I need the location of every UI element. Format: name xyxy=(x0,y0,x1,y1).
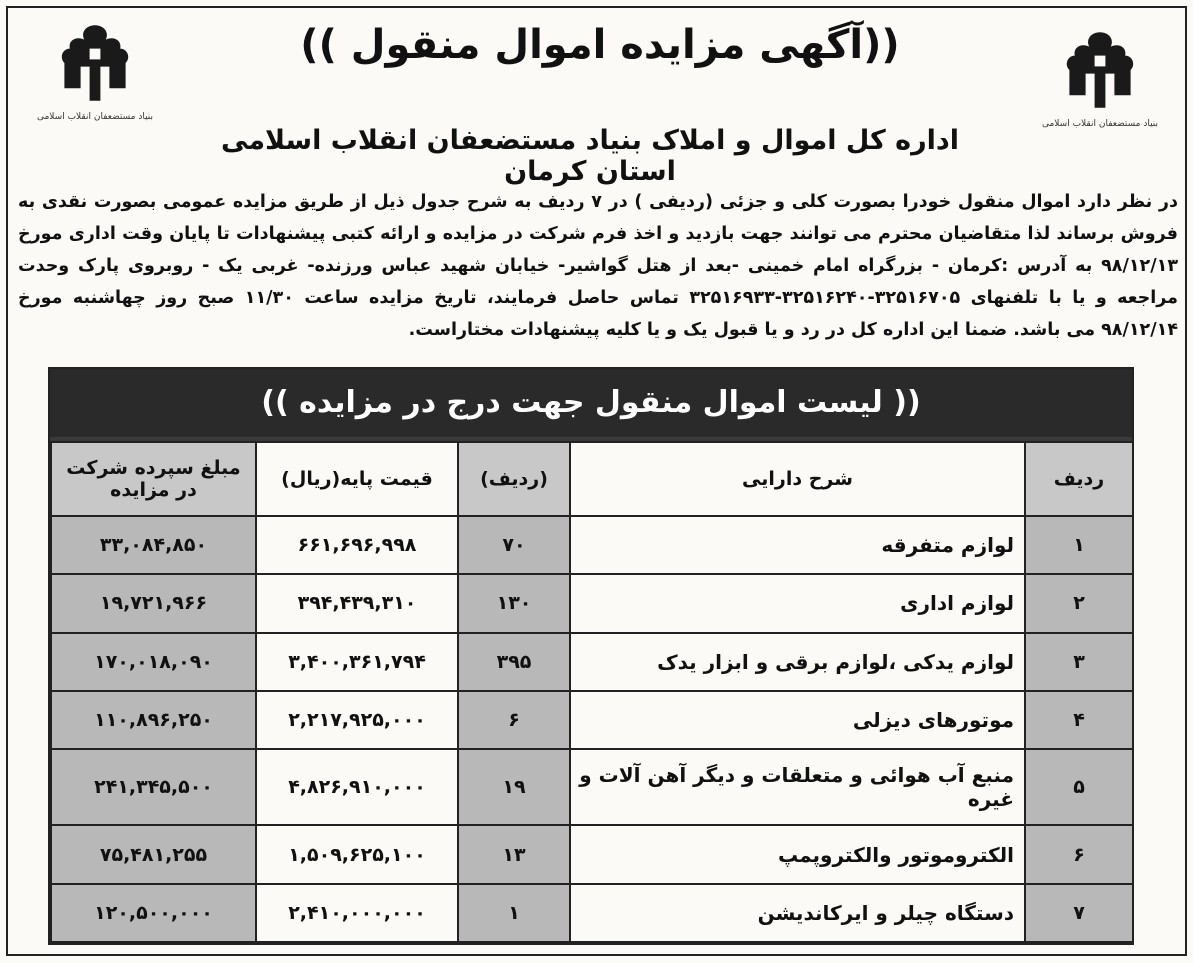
foundation-logo-right xyxy=(1040,25,1160,145)
cell-count: ۱۹ xyxy=(458,749,570,825)
assets-table-title: (( لیست اموال منقول جهت درج در مزایده )) xyxy=(50,369,1132,437)
cell-description: لوازم متفرقه xyxy=(570,516,1025,574)
table-row xyxy=(51,884,1133,942)
cell-deposit: ۱۹,۷۲۱,۹۶۶ xyxy=(51,574,256,632)
logo-caption: بنیاد مستضعفان انقلاب اسلامی xyxy=(36,112,154,122)
cell-base-price: ۲,۴۱۰,۰۰۰,۰۰۰ xyxy=(256,884,458,942)
cell-row-number: ۳ xyxy=(1025,633,1133,691)
cell-description: لوازم یدکی ،لوازم برقی و ابزار یدک xyxy=(570,633,1025,691)
column-header-count: (ردیف) xyxy=(458,442,570,516)
cell-count: ۷۰ xyxy=(458,516,570,574)
table-row xyxy=(51,633,1133,691)
cell-deposit: ۳۳,۰۸۴,۸۵۰ xyxy=(51,516,256,574)
cell-count: ۱۳ xyxy=(458,825,570,883)
cell-base-price: ۲,۲۱۷,۹۲۵,۰۰۰ xyxy=(256,691,458,749)
table-row xyxy=(51,749,1133,825)
cell-deposit: ۷۵,۴۸۱,۲۵۵ xyxy=(51,825,256,883)
cell-count: ۶ xyxy=(458,691,570,749)
column-header-description: شرح دارایی xyxy=(570,442,1025,516)
cell-count: ۱۳۰ xyxy=(458,574,570,632)
cell-description: لوازم اداری xyxy=(570,574,1025,632)
organization-name: اداره کل اموال و املاک بنیاد مستضعفان انقلاب اسلامی استان کرمان xyxy=(221,125,959,187)
cell-row-number: ۵ xyxy=(1025,749,1133,825)
table-row xyxy=(51,574,1133,632)
cell-deposit: ۱۱۰,۸۹۶,۲۵۰ xyxy=(51,691,256,749)
cell-row-number: ۷ xyxy=(1025,884,1133,942)
assets-grid xyxy=(50,441,1134,943)
foundation-logo-left xyxy=(35,18,155,138)
cell-deposit: ۲۴۱,۳۴۵,۵۰۰ xyxy=(51,749,256,825)
foundation-emblem-icon xyxy=(1055,25,1145,115)
cell-row-number: ۲ xyxy=(1025,574,1133,632)
foundation-emblem-icon xyxy=(50,18,140,108)
cell-base-price: ۳,۴۰۰,۳۶۱,۷۹۴ xyxy=(256,633,458,691)
cell-row-number: ۶ xyxy=(1025,825,1133,883)
cell-description: منبع آب هوائی و متعلقات و دیگر آهن آلات و غیره xyxy=(570,749,1025,825)
cell-description: الکتروموتور والکتروپمپ xyxy=(570,825,1025,883)
cell-row-number: ۱ xyxy=(1025,516,1133,574)
table-row xyxy=(51,825,1133,883)
column-header-base-price: قیمت پایه(ریال) xyxy=(256,442,458,516)
cell-description: دستگاه چیلر و ایرکاندیشن xyxy=(570,884,1025,942)
cell-deposit: ۱۲۰,۵۰۰,۰۰۰ xyxy=(51,884,256,942)
cell-base-price: ۶۶۱,۶۹۶,۹۹۸ xyxy=(256,516,458,574)
table-row xyxy=(51,691,1133,749)
cell-row-number: ۴ xyxy=(1025,691,1133,749)
cell-count: ۳۹۵ xyxy=(458,633,570,691)
assets-table xyxy=(48,367,1134,945)
logo-caption: بنیاد مستضعفان انقلاب اسلامی xyxy=(1041,119,1159,129)
notice-title: ((آگهی مزایده اموال منقول )) xyxy=(300,22,900,68)
cell-base-price: ۴,۸۲۶,۹۱۰,۰۰۰ xyxy=(256,749,458,825)
cell-deposit: ۱۷۰,۰۱۸,۰۹۰ xyxy=(51,633,256,691)
cell-base-price: ۱,۵۰۹,۶۲۵,۱۰۰ xyxy=(256,825,458,883)
cell-base-price: ۳۹۴,۴۳۹,۳۱۰ xyxy=(256,574,458,632)
column-header-row-number: ردیف xyxy=(1025,442,1133,516)
cell-count: ۱ xyxy=(458,884,570,942)
notice-body: در نظر دارد اموال منقول خودرا بصورت کلی و جزئی (ردیفی ) در ۷ ردیف به شرح جدول ذیل از طریق مزایده عمومی بصورت نقدی به فروش برساند لذا متقاضیان محترم می توانند جهت بازدید و اخذ فرم شرکت در مزایده و ارائه کتبی پیشنهادات تا پایان وقت اداری مورخ ۹۸/۱۲/۱۳ به آدرس :کرمان - بزرگراه امام خمینی -بعد از هتل گواشیر- خیابان شهید عباس ورزنده- غربی یک - روبروی پارک وحدت مراجعه و یا با تلفنهای ۳۲۵۱۶۷۰۵-۳۲۵۱۶۲۴۰-۳۲۵۱۶۹۳۳ تماس حاصل فرمایند، تاریخ مزایده ساعت ۱۱/۳۰ صبح روز چهاشنبه مورخ ۹۸/۱۲/۱۴ می باشد. ضمنا این اداره کل در رد و یا قبول یک و یا کلیه پیشنهادات مختاراست. xyxy=(18,192,1178,340)
cell-description: موتورهای دیزلی xyxy=(570,691,1025,749)
table-row xyxy=(51,516,1133,574)
column-header-deposit: مبلغ سپرده شرکت در مزایده xyxy=(51,442,256,516)
table-header-row xyxy=(51,442,1133,516)
